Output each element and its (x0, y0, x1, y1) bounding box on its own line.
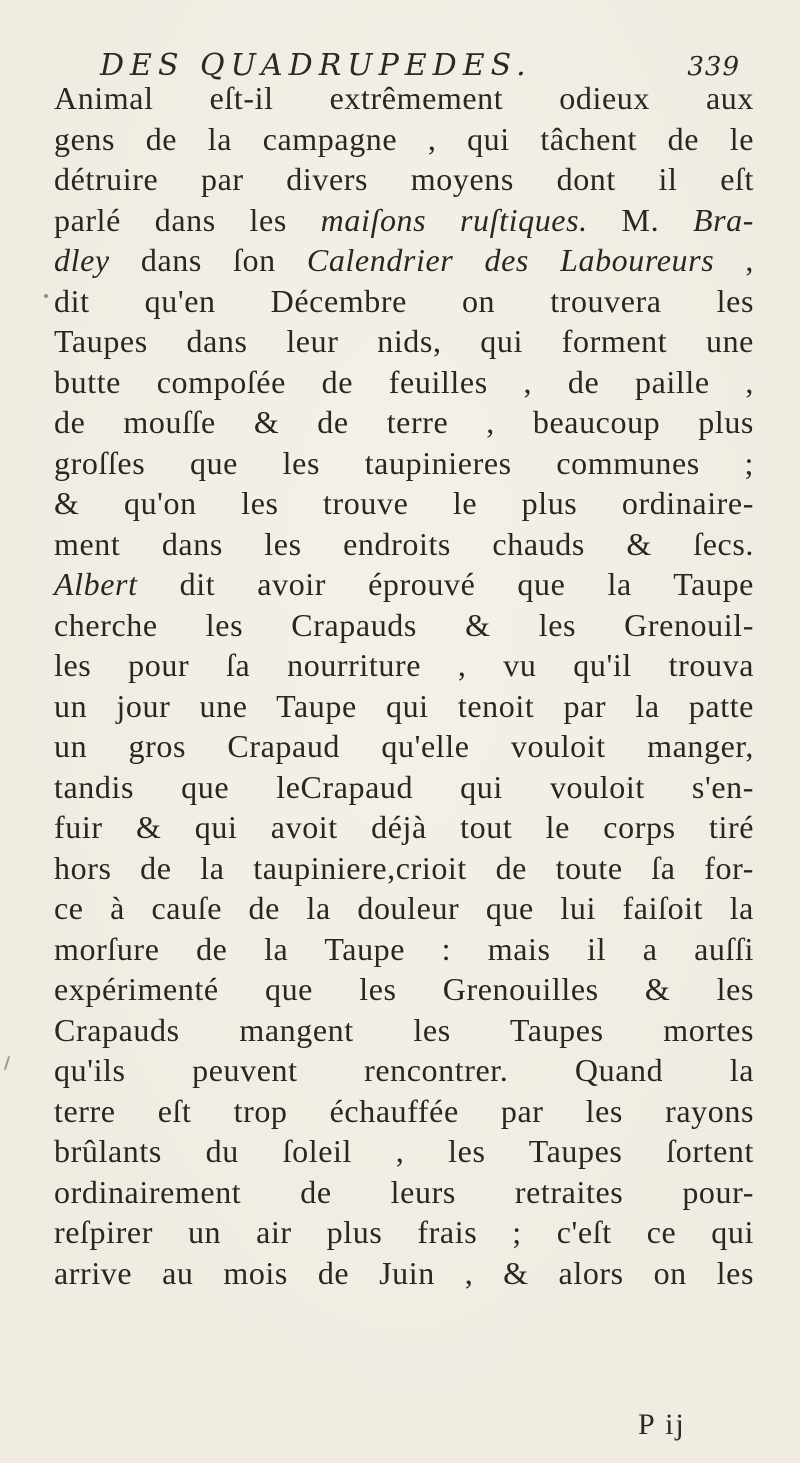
text-run: brûlants du ſoleil , les Taupes ſortent (54, 1133, 754, 1169)
text-run: hors de la taupiniere,crioit de toute ſa for- (54, 849, 754, 886)
printer-signature: P ij (638, 1408, 686, 1441)
margin-mark (4, 1056, 10, 1070)
text-run: M. (587, 201, 693, 238)
text-run: butte compoſée de feuilles , de paille , (54, 363, 754, 400)
text-run: les pour ſa nourriture , vu qu'il trouva (54, 647, 754, 683)
text-line (54, 1091, 754, 1132)
text-line (54, 969, 754, 1010)
italic-text: Bra- (692, 201, 754, 238)
text-run: dit avoir éprouvé que la Taupe (137, 566, 754, 602)
text-run: détruire par divers moyens dont il eſt (54, 161, 754, 197)
text-line (54, 645, 754, 686)
text-run: dans ſon (109, 242, 307, 278)
text-line (54, 807, 754, 848)
text-run: expérimenté que les Grenouilles & les (54, 971, 754, 1007)
text-line (54, 524, 754, 565)
text-run: tandis que leCrapaud qui vouloit s'en- (54, 768, 754, 805)
running-title: DES QUADRUPEDES. (100, 48, 532, 83)
text-run: un gros Crapaud qu'elle vouloit manger, (54, 728, 754, 764)
text-line (54, 848, 754, 889)
page-number: 339 (687, 52, 740, 82)
text-line (54, 1010, 754, 1051)
body-text (54, 78, 754, 1293)
text-line (54, 78, 754, 119)
text-run: ce à cauſe de la douleur que lui faiſoit la (54, 890, 754, 926)
text-line (54, 1212, 754, 1253)
italic-text: maiſons ruſtiques. (320, 201, 588, 238)
text-run: reſpirer un air plus frais ; c'eſt ce qui (54, 1214, 754, 1250)
text-run: & qu'on les trouve le plus ordinaire- (54, 485, 754, 521)
text-line (54, 888, 754, 929)
text-line (54, 240, 754, 281)
italic-text: Albert (54, 566, 138, 602)
italic-text: Calendrier des Laboureurs (306, 242, 715, 278)
text-run: arrive au mois de Juin , & alors on les (54, 1254, 754, 1291)
text-run: un jour une Taupe qui tenoit par la patte (54, 687, 754, 724)
text-line (54, 321, 754, 362)
text-line (54, 483, 754, 524)
italic-text: dley (54, 242, 110, 278)
text-run: morſure de la Taupe : mais il a auſſi (54, 930, 754, 967)
text-line (54, 726, 754, 767)
text-run: Animal eſt-il extrêmement odieux aux (54, 80, 754, 116)
text-run: qu'ils peuvent rencontrer. Quand la (54, 1052, 754, 1088)
text-run: cherche les Crapauds & les Grenouil- (54, 606, 754, 643)
text-run: ordinairement de leurs retraites pour- (54, 1173, 754, 1210)
text-line (54, 1050, 754, 1091)
text-run: gens de la campagne , qui tâchent de le (54, 120, 754, 157)
text-line (54, 929, 754, 970)
text-run: terre eſt trop échauffée par les rayons (54, 1092, 754, 1129)
text-line (54, 1172, 754, 1213)
text-line (54, 402, 754, 443)
text-line (54, 119, 754, 160)
text-run: , (714, 242, 754, 278)
text-run: fuir & qui avoit déjà tout le corps tiré (54, 809, 754, 845)
text-run: parlé dans les (54, 201, 321, 238)
margin-mark (44, 294, 48, 298)
text-run: dit qu'en Décembre on trouvera les (54, 282, 754, 319)
text-line (54, 281, 754, 322)
text-line (54, 1253, 754, 1294)
text-run: Taupes dans leur nids, qui forment une (54, 323, 754, 359)
text-run: ment dans les endroits chauds & ſecs. (54, 525, 754, 562)
text-line (54, 362, 754, 403)
text-line (54, 159, 754, 200)
text-run: Crapauds mangent les Taupes mortes (54, 1011, 754, 1048)
text-run: groſſes que les taupinieres communes ; (54, 444, 754, 481)
text-line (54, 200, 754, 241)
text-line (54, 686, 754, 727)
text-line (54, 443, 754, 484)
text-line (54, 605, 754, 646)
text-line (54, 767, 754, 808)
text-line (54, 1131, 754, 1172)
text-run: de mouſſe & de terre , beaucoup plus (54, 404, 754, 440)
text-line (54, 564, 754, 605)
